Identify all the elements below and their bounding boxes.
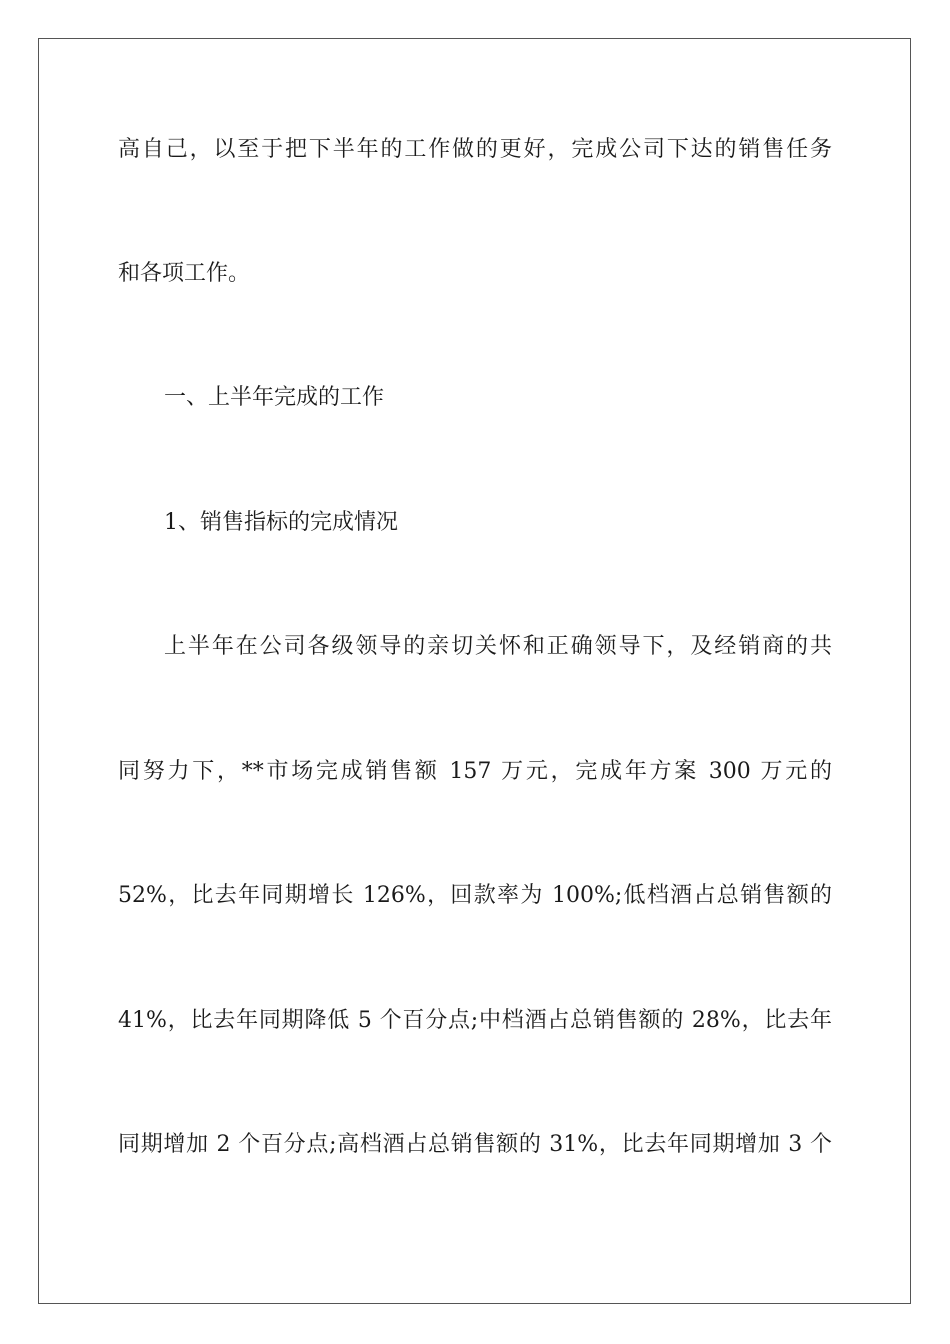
page-border: [38, 38, 911, 1304]
paragraph-line-5: 52%，比去年同期增长 126%，回款率为 100%;低档酒占总销售额的: [118, 883, 832, 908]
subsection-heading: 1、销售指标的完成情况: [164, 510, 398, 535]
section-heading: 一、上半年完成的工作: [164, 385, 385, 410]
paragraph-line-6: 41%，比去年同期降低 5 个百分点;中档酒占总销售额的 28%，比去年: [118, 1008, 832, 1033]
paragraph-line-3: 上半年在公司各级领导的亲切关怀和正确领导下，及经销商的共: [164, 634, 832, 659]
paragraph-line-1: 高自己，以至于把下半年的工作做的更好，完成公司下达的销售任务: [118, 137, 832, 162]
paragraph-line-4: 同努力下，**市场完成销售额 157 万元，完成年方案 300 万元的: [118, 759, 832, 784]
paragraph-line-7: 同期增加 2 个百分点;高档酒占总销售额的 31%，比去年同期增加 3 个: [118, 1132, 832, 1157]
paragraph-line-2: 和各项工作。: [118, 261, 251, 286]
